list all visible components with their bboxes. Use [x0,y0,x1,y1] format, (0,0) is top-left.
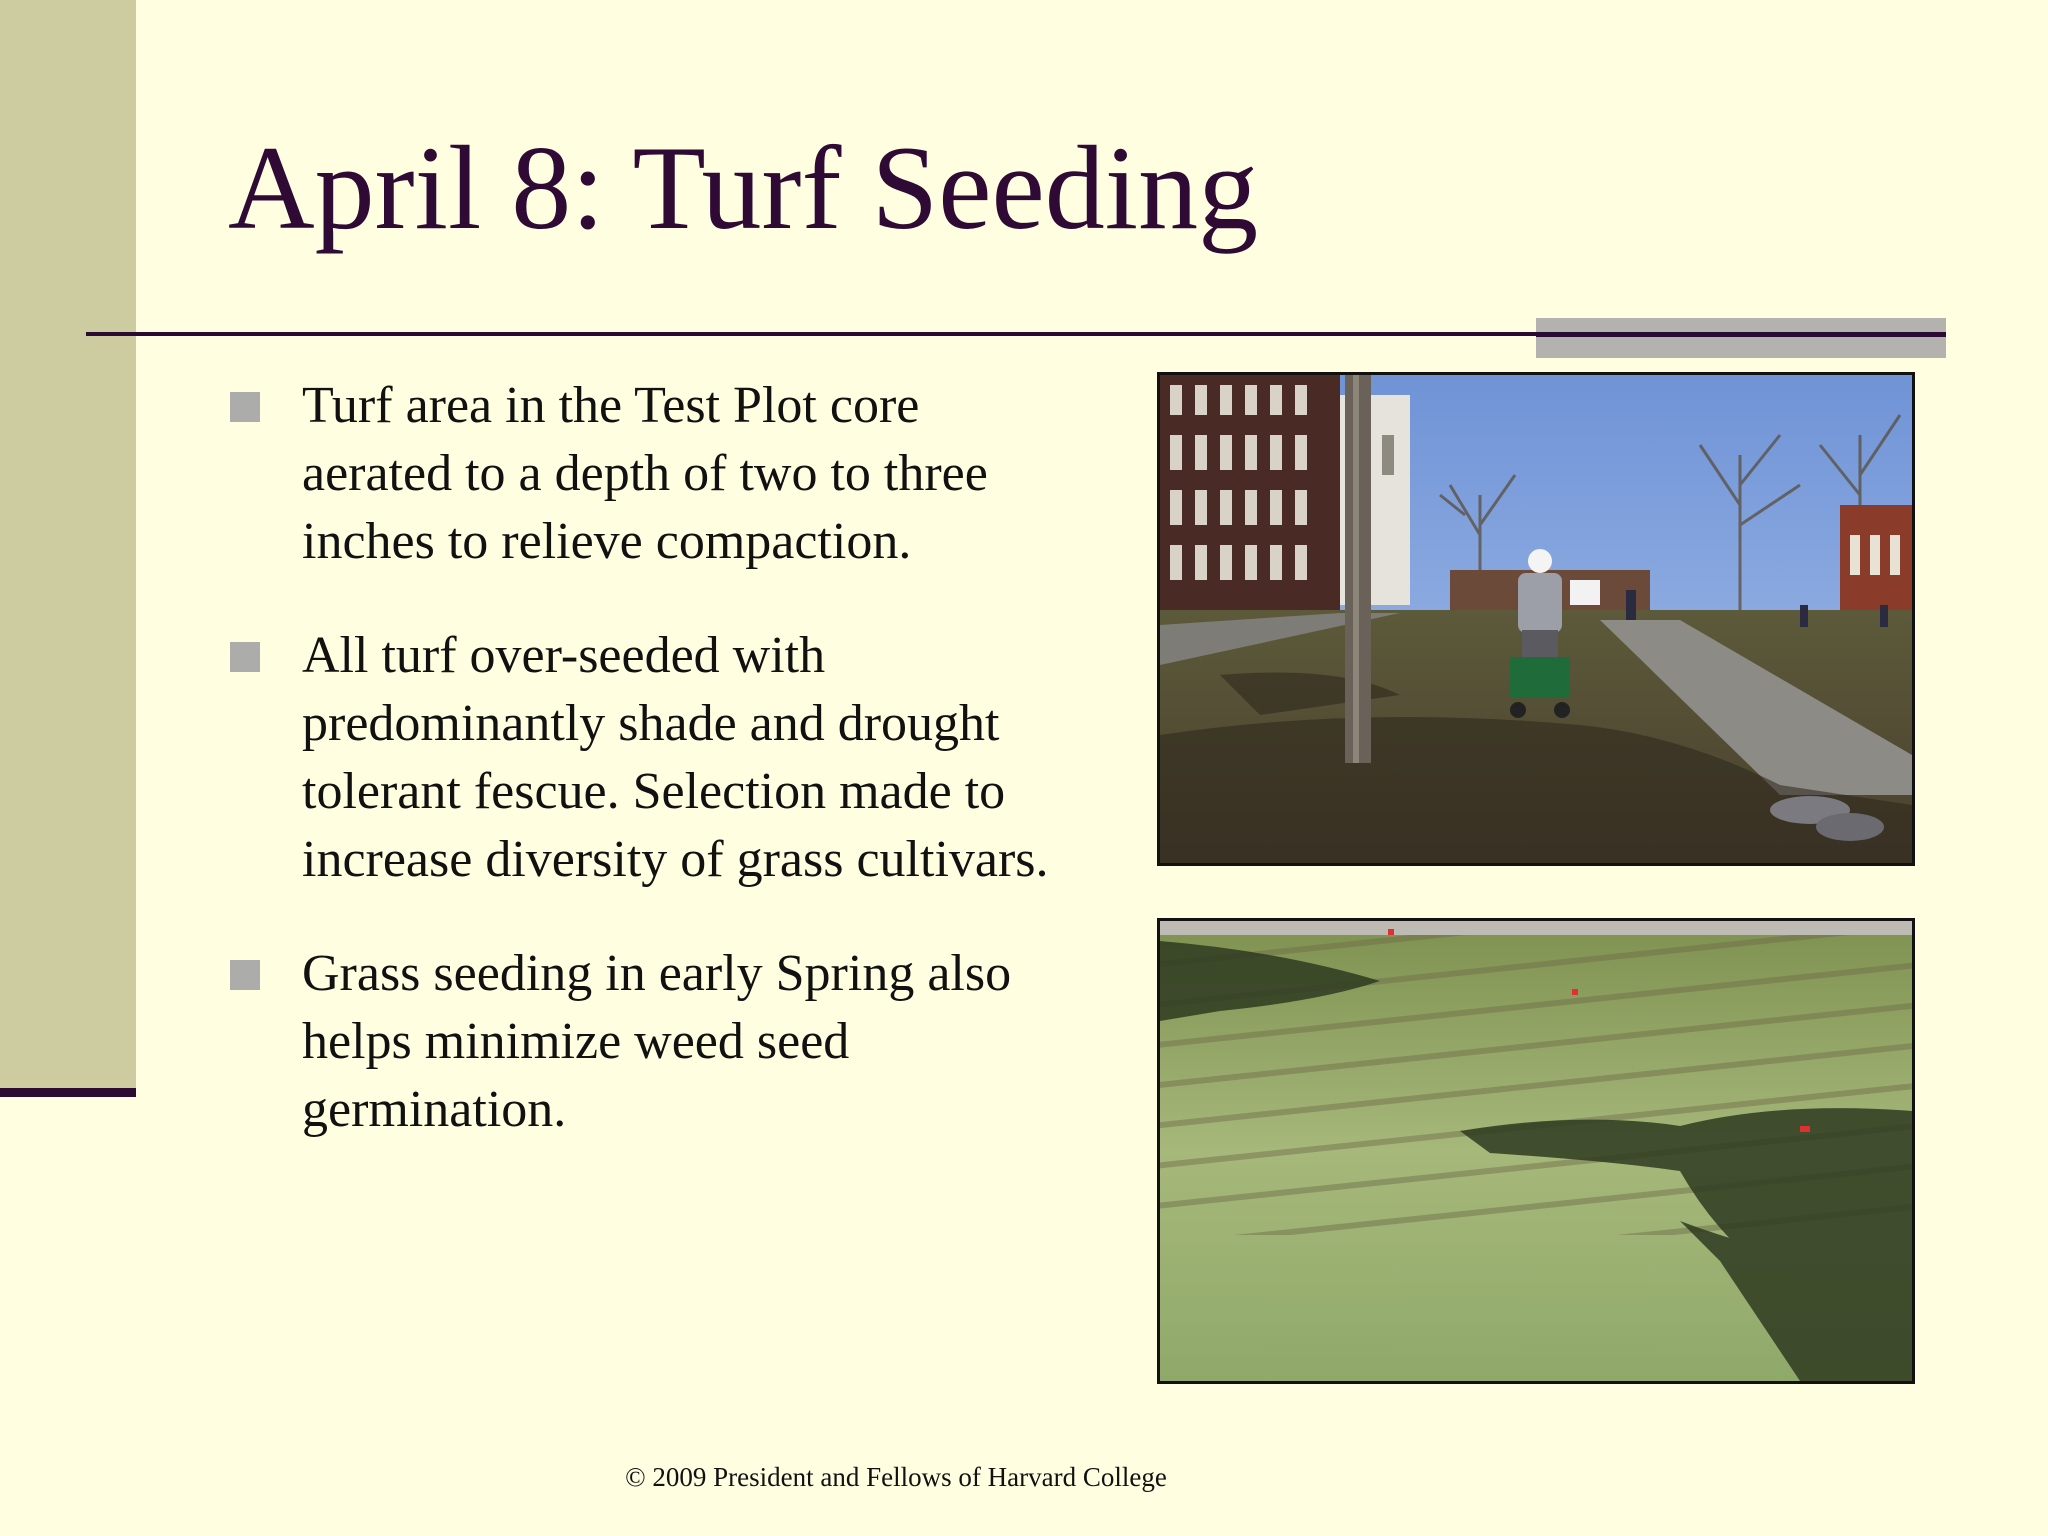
copyright-text: © 2009 President and Fellows of Harvard College [625,1462,1167,1492]
bullet-text: Grass seeding in early Spring also helps minimize weed seed germination. [302,945,1012,1138]
photo-worker-spreading-seed-image [1160,375,1912,863]
square-bullet-icon [230,960,260,990]
title-rule-accent [1536,318,1946,358]
slide-title: April 8: Turf Seeding [228,121,1259,254]
bullet-list [230,372,1060,1190]
side-band [0,0,136,1088]
bullet-item [230,372,1060,576]
bullet-text: Turf area in the Test Plot core aerated to a depth of two to three inches to relieve compaction. [302,377,988,570]
bullet-item [230,940,1060,1144]
bullet-item [230,622,1060,894]
photo-seeded-turf [1157,918,1915,1384]
photo-worker-spreading-seed [1157,372,1915,866]
copyright-footer [0,1462,1792,1493]
title-rule-accent-line [1536,332,1946,337]
photo-seeded-turf-image [1160,921,1912,1381]
bullet-text: All turf over-seeded with predominantly shade and drought tolerant fescue. Selection made to increase diversity of grass cultivars. [302,627,1049,888]
square-bullet-icon [230,642,260,672]
side-band-line [0,1088,136,1097]
square-bullet-icon [230,392,260,422]
